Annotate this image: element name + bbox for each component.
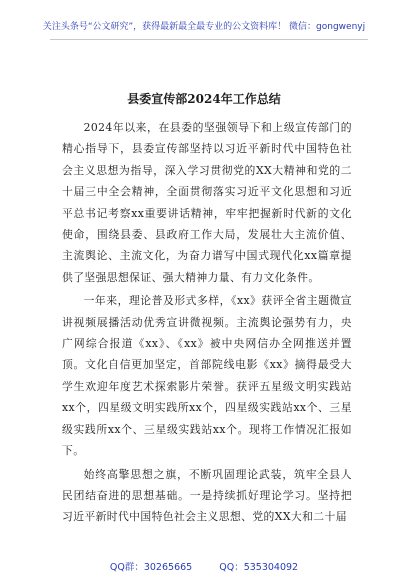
paragraph-1: 2024年以来，在县委的坚强领导下和上级宣传部门的精心指导下，县委宣传部坚持以习近平新时代中国特色社会主义思想为指导，深入学习贯彻党的XX大精神和党的二十届三中全会精神，全面贯彻落实习近平文化思想和习近平总书记考察xx重要讲话精神，牢牢把握新时代新的文化使命，围绕县委、县政府工作大局，发展壮大主流价值、主流舆论、主流文化，为奋力谱写中国式现代化xx篇章提供了坚强思想保证、强大精神力量、有力文化条件。 [62,121,352,284]
header-divider [50,39,368,40]
paragraph-3: 始终高擎思想之旗，不断巩固理论武装，筑牢全县人民团结奋进的思想基础。一是持续抓好理论学习。坚持把习近平新时代中国特色社会主义思想、党的XX大和二十届 [62,467,352,524]
document-title: 县委宣传部2024年工作总结 [127,92,281,106]
footer-qq: QQ：535304092 [219,562,299,573]
footer-qq-group: QQ群：30265665 [109,562,193,573]
footer-contact [0,559,408,573]
header-banner: 关注头条号“公文研究”，获得最新最全最专业的公文资料库！ 微信：gongwenyj [42,22,366,32]
document-body [62,117,352,530]
paragraph-2: 一年来，理论普及形式多样，《xx》获评全省主题微宣讲视频展播活动优秀宣讲微视频。主流舆论强势有力，央广网综合报道《xx》、《xx》被中央网信办全网推送并置顶。文化自信更加坚定，首部院线电影《xx》摘得最受大学生欢迎年度艺术探索影片荣誉。获评五星级文明实践站xx个，四星级文明实践所xx个，四星级实践站xx个、三星级实践所xx个、三星级实践站xx个。现将工作情况汇报如下。 [62,294,352,458]
